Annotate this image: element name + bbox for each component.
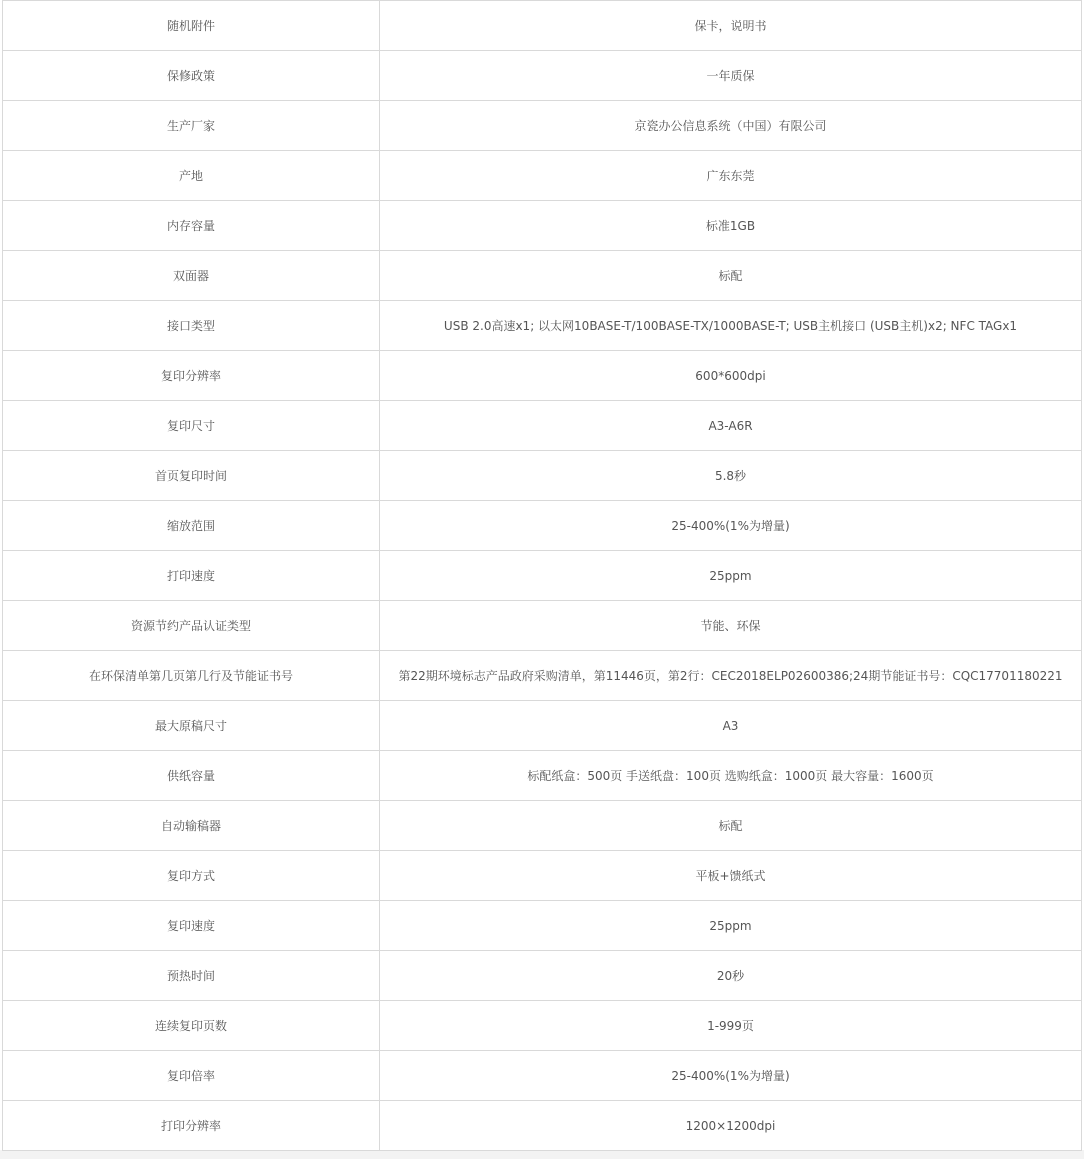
table-row — [3, 301, 1082, 351]
table-row — [3, 1101, 1082, 1151]
table-row — [3, 901, 1082, 951]
spec-label: 连续复印页数 — [3, 1001, 380, 1051]
spec-value: 25ppm — [380, 901, 1082, 951]
spec-value: 平板+馈纸式 — [380, 851, 1082, 901]
table-row — [3, 551, 1082, 601]
spec-value: 5.8秒 — [380, 451, 1082, 501]
spec-label: 生产厂家 — [3, 101, 380, 151]
spec-label: 双面器 — [3, 251, 380, 301]
spec-label: 自动输稿器 — [3, 801, 380, 851]
spec-label: 复印分辨率 — [3, 351, 380, 401]
spec-label: 复印速度 — [3, 901, 380, 951]
spec-value: 25-400%(1%为增量) — [380, 501, 1082, 551]
spec-value: 1-999页 — [380, 1001, 1082, 1051]
spec-label: 打印分辨率 — [3, 1101, 380, 1151]
spec-label: 随机附件 — [3, 1, 380, 51]
table-row — [3, 401, 1082, 451]
spec-value: 600*600dpi — [380, 351, 1082, 401]
spec-value: 广东东莞 — [380, 151, 1082, 201]
spec-label: 缩放范围 — [3, 501, 380, 551]
spec-value: 第22期环境标志产品政府采购清单，第11446页，第2行：CEC2018ELP02600386;24期节能证书号：CQC17701180221 — [380, 651, 1082, 701]
table-row — [3, 1, 1082, 51]
spec-value: A3-A6R — [380, 401, 1082, 451]
spec-value: 1200×1200dpi — [380, 1101, 1082, 1151]
spec-label: 打印速度 — [3, 551, 380, 601]
spec-value: 节能、环保 — [380, 601, 1082, 651]
spec-label: 资源节约产品认证类型 — [3, 601, 380, 651]
table-row — [3, 201, 1082, 251]
spec-label: 内存容量 — [3, 201, 380, 251]
spec-value: USB 2.0高速x1; 以太网10BASE-T/100BASE-TX/1000BASE-T; USB主机接口 (USB主机)x2; NFC TAGx1 — [380, 301, 1082, 351]
spec-label: 复印倍率 — [3, 1051, 380, 1101]
table-row — [3, 651, 1082, 701]
spec-label: 接口类型 — [3, 301, 380, 351]
table-row — [3, 351, 1082, 401]
spec-value: 京瓷办公信息系统（中国）有限公司 — [380, 101, 1082, 151]
spec-table-body — [3, 1, 1082, 1151]
table-row — [3, 701, 1082, 751]
spec-value: 标配纸盒：500页 手送纸盘：100页 选购纸盒：1000页 最大容量：1600页 — [380, 751, 1082, 801]
table-row — [3, 1051, 1082, 1101]
spec-value: 标准1GB — [380, 201, 1082, 251]
spec-value: 25-400%(1%为增量) — [380, 1051, 1082, 1101]
spec-value: 25ppm — [380, 551, 1082, 601]
spec-label: 供纸容量 — [3, 751, 380, 801]
spec-value: 标配 — [380, 801, 1082, 851]
spec-value: A3 — [380, 701, 1082, 751]
spec-value: 一年质保 — [380, 51, 1082, 101]
spec-value: 标配 — [380, 251, 1082, 301]
table-row — [3, 1001, 1082, 1051]
spec-label: 最大原稿尺寸 — [3, 701, 380, 751]
table-row — [3, 951, 1082, 1001]
table-row — [3, 451, 1082, 501]
spec-label: 复印方式 — [3, 851, 380, 901]
spec-value: 保卡，说明书 — [380, 1, 1082, 51]
table-row — [3, 851, 1082, 901]
table-row — [3, 751, 1082, 801]
spec-table — [2, 0, 1082, 1151]
table-row — [3, 251, 1082, 301]
spec-label: 预热时间 — [3, 951, 380, 1001]
spec-label: 在环保清单第几页第几行及节能证书号 — [3, 651, 380, 701]
spec-label: 复印尺寸 — [3, 401, 380, 451]
table-row — [3, 501, 1082, 551]
table-row — [3, 51, 1082, 101]
table-row — [3, 151, 1082, 201]
table-row — [3, 101, 1082, 151]
table-row — [3, 601, 1082, 651]
spec-label: 首页复印时间 — [3, 451, 380, 501]
spec-label: 保修政策 — [3, 51, 380, 101]
table-row — [3, 801, 1082, 851]
spec-label: 产地 — [3, 151, 380, 201]
spec-value: 20秒 — [380, 951, 1082, 1001]
